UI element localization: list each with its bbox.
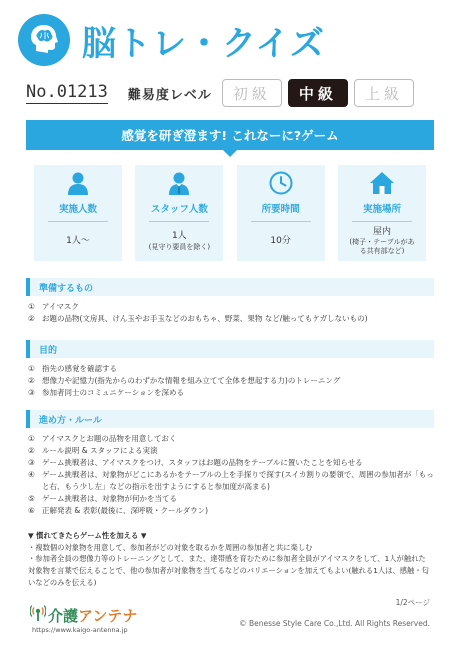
- section-preparation: [26, 278, 434, 325]
- item-text: 参加者同士のコミュニケーションを深める: [42, 388, 185, 397]
- item-text: 正解発表 & 表彰(最後に、深呼吸・クールダウン): [42, 506, 209, 515]
- card-value-main: 1人〜: [66, 235, 90, 246]
- item-text: ゲーム挑戦者は、対象物が何かを当てる: [42, 494, 177, 503]
- item-number: ②: [28, 314, 35, 323]
- list-item: [28, 363, 434, 375]
- item-number: ②: [28, 446, 35, 455]
- difficulty-intermediate-badge: 中級: [288, 79, 348, 107]
- site-url[interactable]: https://www.kaigo-antenna.jp: [32, 626, 128, 634]
- list-item: [28, 457, 434, 469]
- card-value-main: 10分: [270, 235, 291, 246]
- list-item: [28, 505, 434, 517]
- item-list: [26, 301, 434, 325]
- kaigo-antenna-logo[interactable]: [30, 604, 137, 626]
- list-item: [28, 387, 434, 399]
- section-rules: [26, 410, 434, 517]
- item-text: 想像力や記憶力(指先からのわずかな情報を組み立てて全体を想起する力)のトレーニング: [42, 376, 341, 385]
- list-item: [28, 313, 434, 325]
- list-item: [28, 433, 434, 445]
- clock-icon: [269, 171, 293, 195]
- item-list: [26, 433, 434, 517]
- section-purpose: [26, 340, 434, 399]
- difficulty-badges: [222, 79, 414, 107]
- item-number: ①: [28, 364, 35, 373]
- section-heading: 進め方・ルール: [26, 410, 434, 428]
- item-list: [26, 363, 434, 399]
- card-value-main: 屋内: [372, 226, 391, 237]
- card-value: [347, 222, 417, 261]
- list-item: [28, 469, 434, 493]
- list-item: [28, 375, 434, 387]
- antenna-icon: [30, 604, 46, 626]
- item-number: ②: [28, 376, 35, 385]
- item-number: ⑤: [28, 494, 35, 503]
- section-heading: 準備するもの: [26, 278, 434, 296]
- card-value-note: (椅子・テーブルがある共有部など): [349, 238, 415, 256]
- page-number: 1/2ページ: [395, 598, 430, 607]
- quiz-number: No.01213: [26, 82, 108, 102]
- item-text: ルール説明 & スタッフによる実演: [42, 446, 158, 455]
- tip-line: ・参加者全員の想像力等のトレーニングとして、また、達帯感を育むために参加者全員がアイマスクをして、1人が触れた対象物を言葉で伝えることで、他の参加者が対象物を当てるなどのバリエーションを加えてもよい(触れる1人は、感触・匂いなどのみを伝える): [28, 554, 429, 587]
- card-participants: [34, 165, 122, 261]
- card-title: 実施場所: [362, 204, 401, 215]
- item-number: ④: [28, 470, 35, 479]
- card-value: [149, 222, 210, 261]
- card-value: [66, 222, 90, 261]
- card-value-main: 1人: [171, 231, 187, 242]
- card-title: 所要時間: [261, 204, 300, 215]
- card-value: [270, 222, 290, 261]
- card-title: スタッフ人数: [150, 204, 208, 215]
- info-cards: [34, 165, 426, 261]
- difficulty-advanced-badge: 上級: [354, 79, 414, 107]
- list-item: [28, 493, 434, 505]
- card-title: 実施人数: [58, 204, 97, 215]
- item-number: ①: [28, 434, 35, 443]
- list-item: [28, 445, 434, 457]
- card-location: [338, 165, 426, 261]
- copyright: © Benesse Style Care Co.,Ltd. All Rights Reserved.: [239, 619, 430, 628]
- card-duration: [237, 165, 325, 261]
- item-text: アイマスク: [42, 302, 79, 311]
- card-staff: [135, 165, 223, 261]
- section-heading: 目的: [26, 340, 434, 358]
- tip-line: ・複数個の対象物を用意して、参加者がどの対象を取るかを周囲の参加者と共に楽しむ: [28, 542, 313, 552]
- item-text: アイマスクとお題の品物を用意しておく: [42, 434, 177, 443]
- quiz-meta-row: [26, 78, 434, 108]
- logo-kana: アンテナ: [78, 606, 138, 625]
- page-title: 脳トレ・クイズ: [82, 23, 325, 64]
- item-text: ゲーム挑戦者は、対象物がどこにあるかをテーブルの上を手探りで探す(スイカ割りの要領で、周囲の参加者が「もっと右、もう少し左」などの指示を出すようにすると参加度が高まる): [42, 470, 434, 491]
- person-icon: [67, 171, 89, 195]
- list-item: [28, 301, 434, 313]
- house-icon: [369, 171, 395, 195]
- staff-icon: [168, 171, 190, 195]
- card-value-note: (見守り要員を除く): [148, 242, 211, 251]
- brain-head-icon: [18, 14, 70, 66]
- logo-kanji: 介護: [48, 606, 79, 625]
- variation-tips: [28, 530, 432, 588]
- item-text: ゲーム挑戦者は、アイマスクをつけ、スタッフはお題の品物をテーブルに置いたことを知らせる: [42, 458, 363, 467]
- difficulty-label: 難易度レベル: [127, 87, 212, 103]
- logo-text: [48, 605, 137, 626]
- game-title-banner: 感覚を研ぎ澄ます! これなーに?ゲーム: [26, 120, 434, 150]
- difficulty-beginner-badge: 初級: [222, 79, 282, 107]
- tips-heading: ▼ 慣れてきたらゲーム性を加える ▼: [28, 531, 147, 540]
- page-header: [18, 14, 325, 66]
- item-text: 指先の感覚を確認する: [42, 364, 117, 373]
- item-text: お題の品物(文房具、けん玉やお手玉などのおもちゃ、野菜、果物 など/触ってもケガしないもの): [42, 314, 368, 323]
- item-number: ③: [28, 458, 35, 467]
- item-number: ①: [28, 302, 35, 311]
- banner-pointer: [223, 150, 237, 157]
- item-number: ⑥: [28, 506, 35, 515]
- item-number: ③: [28, 388, 35, 397]
